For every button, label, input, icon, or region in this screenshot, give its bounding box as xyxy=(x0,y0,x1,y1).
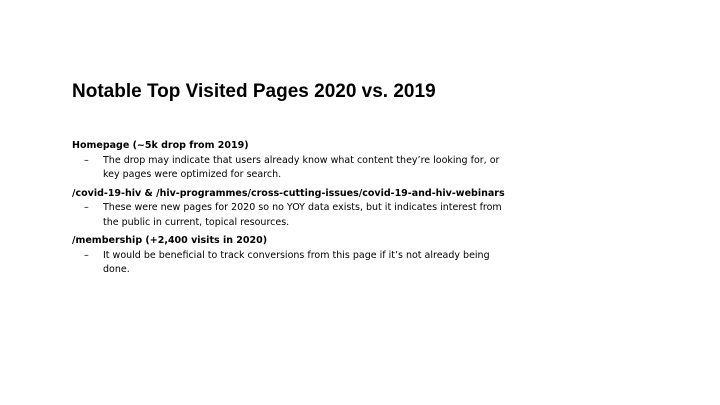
bullet-item xyxy=(72,201,512,230)
bullet-item xyxy=(72,249,512,278)
slide-body xyxy=(72,139,512,282)
bullet-dash: – xyxy=(84,202,89,213)
section-homepage xyxy=(72,139,512,183)
bullet-dash: – xyxy=(84,154,89,166)
bullet-text: It would be beneficial to track conversions from this page if it’s not already being done. xyxy=(103,249,490,275)
section-heading: /covid-19-hiv & /hiv-programmes/cross-cutting-issues/covid-19-and-hiv-webinars xyxy=(72,187,505,199)
bullet-text: These were new pages for 2020 so no YOY data exists, but it indicates interest from the public in current, topical resources. xyxy=(103,202,502,228)
bullet-item xyxy=(72,154,512,183)
bullet-text: The drop may indicate that users already know what content they’re looking for, or key pages were optimized for search. xyxy=(103,154,500,180)
slide-title: Notable Top Visited Pages 2020 vs. 2019 xyxy=(72,81,436,102)
bullet-dash: – xyxy=(84,249,89,261)
section-heading: /membership (+2,400 visits in 2020) xyxy=(72,235,268,246)
section-membership xyxy=(72,234,512,278)
section-covid-pages xyxy=(72,187,512,231)
section-heading: Homepage (~5k drop from 2019) xyxy=(72,140,249,151)
